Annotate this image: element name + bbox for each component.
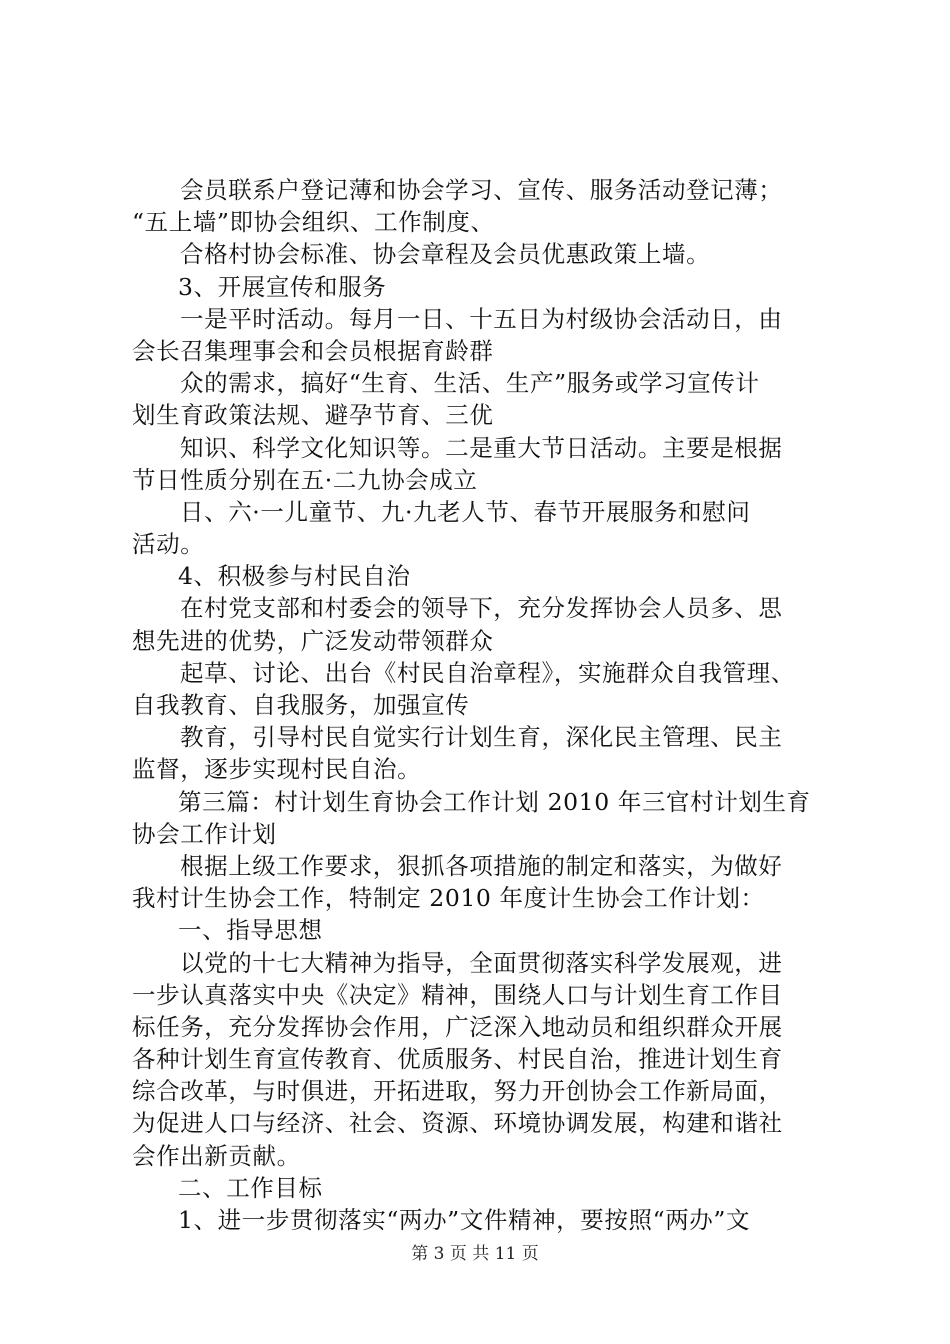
text-line: 一步认真落实中央《决定》精神，围绕人口与计划生育工作目 xyxy=(132,980,783,1009)
text-line: 自我教育、自我服务，加强宣传 xyxy=(132,691,470,719)
text-line: 合格村协会标准、协会章程及会员优惠政策上墙。 xyxy=(180,240,711,269)
text-line: 3、开展宣传和服务 xyxy=(178,272,387,301)
text-line: 会员联系户登记薄和协会学习、宣传、服务活动登记薄； xyxy=(180,176,783,204)
text-line: 二、工作目标 xyxy=(178,1173,323,1202)
text-line: 想先进的优势，广泛发动带领群众 xyxy=(132,626,494,655)
text-line: 在村党支部和村委会的领导下，充分发挥协会人员多、思 xyxy=(180,594,783,623)
page-footer: 第 3 页 共 11 页 xyxy=(411,1244,539,1264)
text-line: 为促进人口与经济、社会、资源、环境协调发展，构建和谐社 xyxy=(132,1109,783,1138)
text-line: 节日性质分别在五·二九协会成立 xyxy=(132,465,478,494)
text-line: 一、指导思想 xyxy=(178,916,323,945)
text-line: 划生育政策法规、避孕节育、三优 xyxy=(132,401,494,430)
text-line: 1、进一步贯彻落实“两办”文件精神，要按照“两办”文 xyxy=(178,1206,751,1234)
text-line: 活动。 xyxy=(132,530,205,559)
text-line: 知识、科学文化知识等。二是重大节日活动。主要是根据 xyxy=(180,433,783,462)
text-line: 众的需求，搞好“生育、生活、生产”服务或学习宣传计 xyxy=(180,369,760,398)
document-body xyxy=(132,174,832,1236)
text-line: 一是平时活动。每月一日、十五日为村级协会活动日，由 xyxy=(180,304,783,333)
text-line: 会作出新贡献。 xyxy=(132,1141,301,1170)
text-line: 第三篇：村计划生育协会工作计划 2010 年三官村计划生育 xyxy=(178,787,811,816)
text-line: 根据上级工作要求，狠抓各项措施的制定和落实，为做好 xyxy=(180,851,783,880)
text-line: 起草、讨论、出台《村民自治章程》，实施群众自我管理、 xyxy=(180,658,795,687)
text-line: 教育，引导村民自觉实行计划生育，深化民主管理、民主 xyxy=(180,723,783,752)
text-line: 会长召集理事会和会员根据育龄群 xyxy=(132,336,494,365)
text-line: 我村计生协会工作，特制定 2010 年度计生协会工作计划： xyxy=(132,884,765,913)
text-line: “五上墙”即协会组织、工作制度、 xyxy=(132,208,495,237)
text-line: 综合改革，与时俱进，开拓进取，努力开创协会工作新局面， xyxy=(132,1077,783,1106)
text-line: 以党的十七大精神为指导，全面贯彻落实科学发展观，进 xyxy=(180,948,783,977)
text-line: 4、积极参与村民自治 xyxy=(178,562,411,591)
text-line: 协会工作计划 xyxy=(132,819,277,848)
text-line: 监督，逐步实现村民自治。 xyxy=(132,755,422,784)
text-line: 标任务，充分发挥协会作用，广泛深入地动员和组织群众开展 xyxy=(132,1012,783,1041)
text-line: 各种计划生育宣传教育、优质服务、村民自治，推进计划生育 xyxy=(132,1045,783,1074)
text-line: 日、六·一儿童节、九·九老人节、春节开展服务和慰问 xyxy=(180,497,751,526)
